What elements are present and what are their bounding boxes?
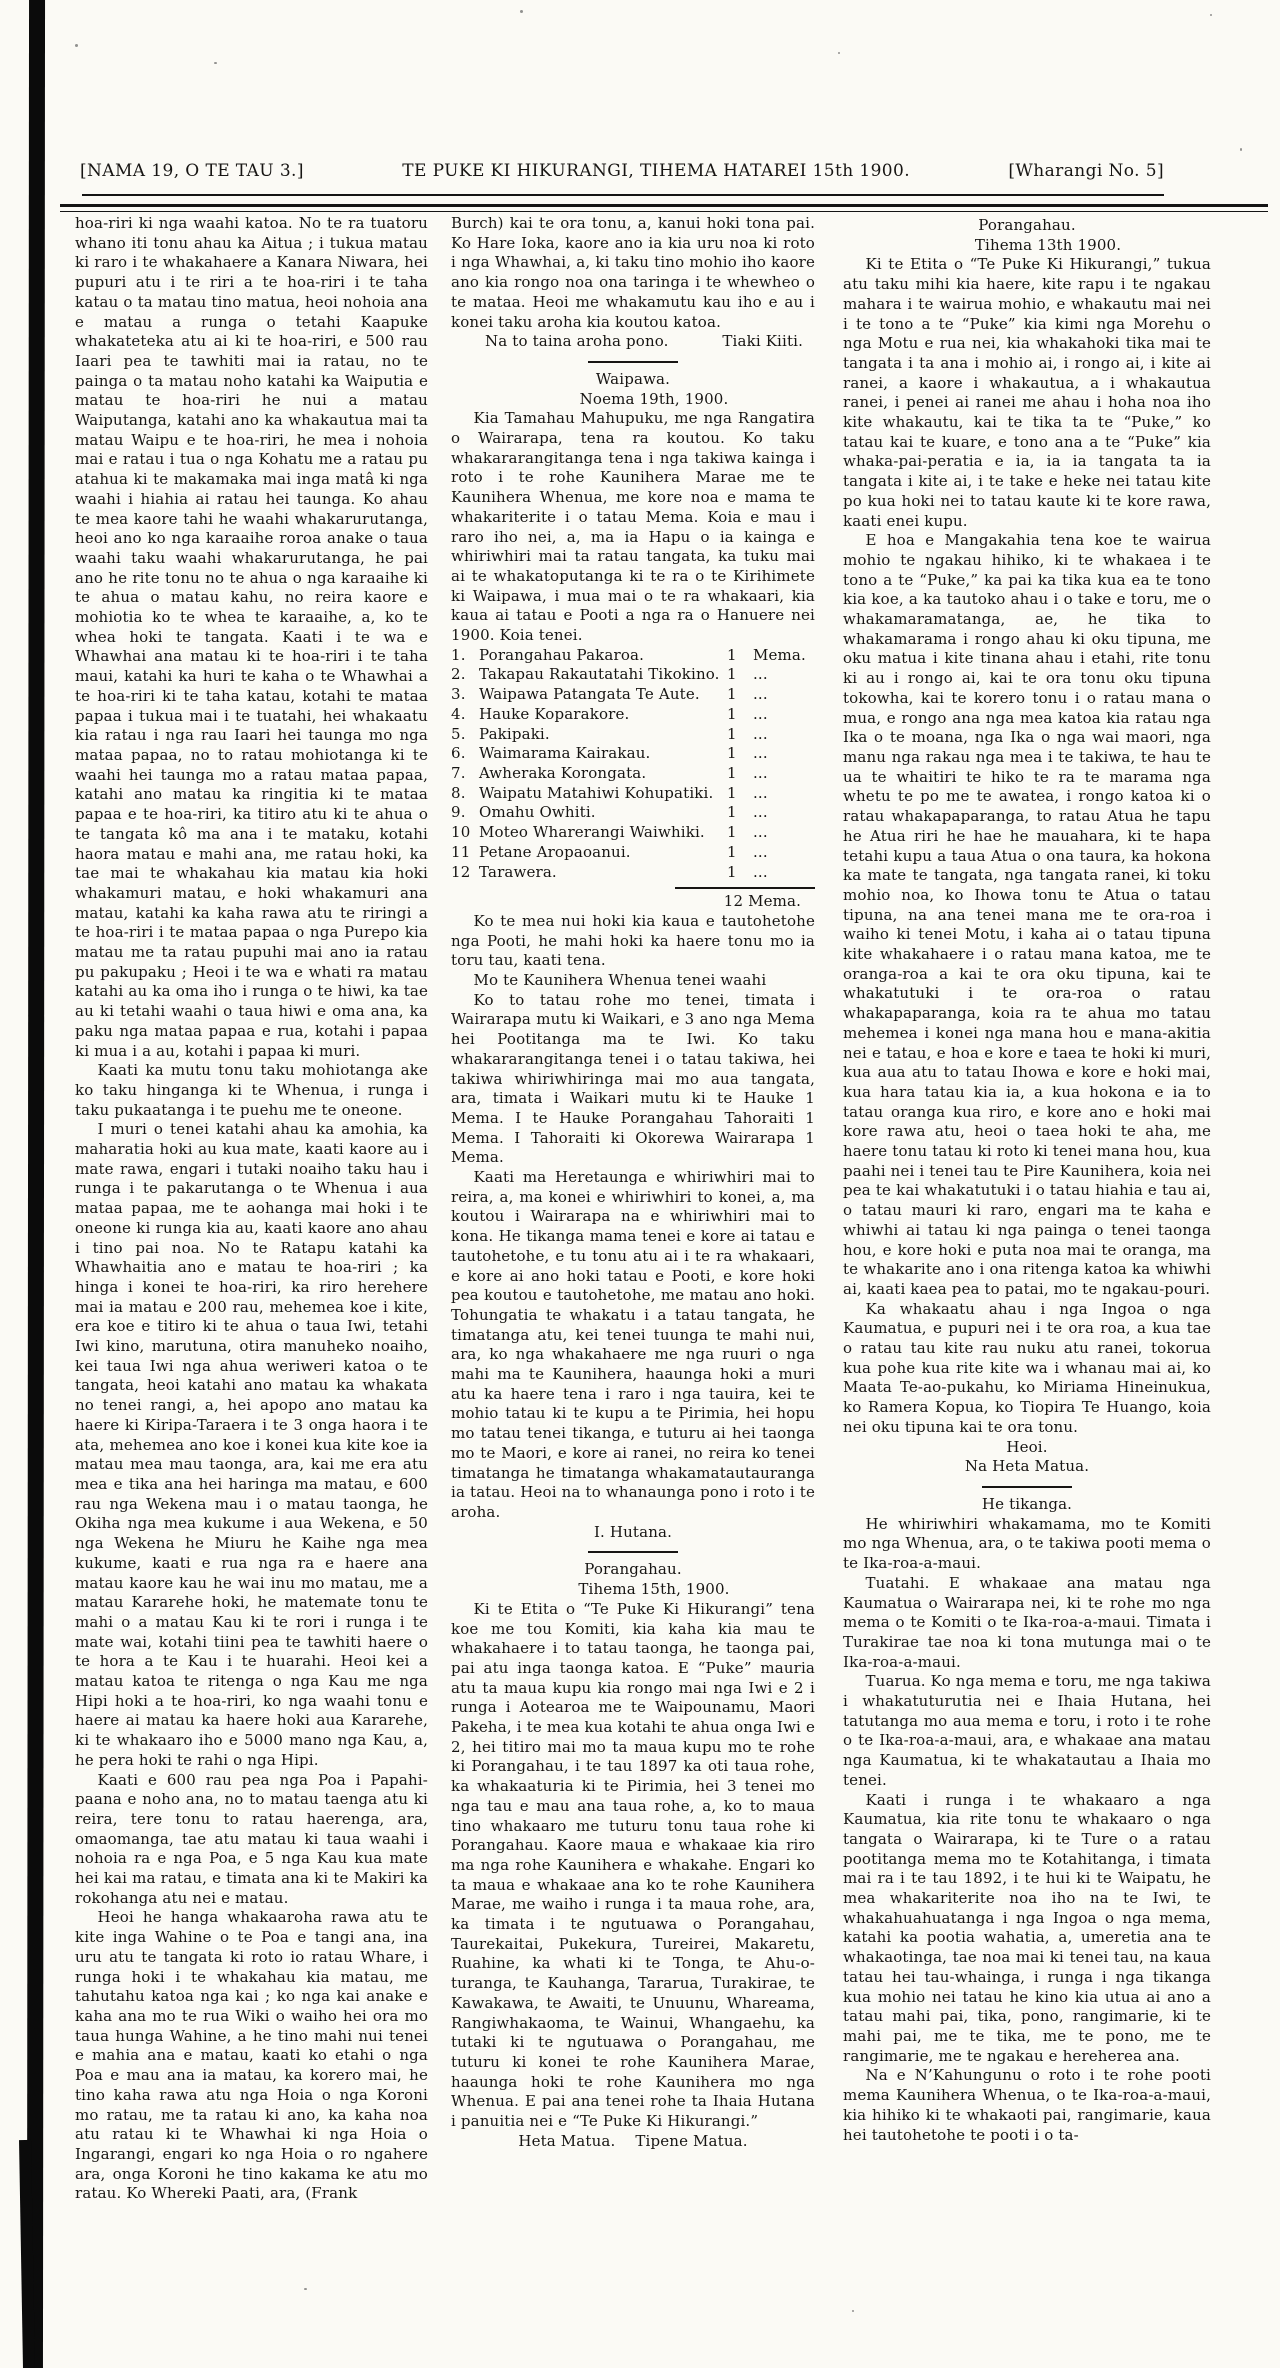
row-count: 1: [727, 645, 737, 664]
member-list-row: [451, 725, 815, 745]
row-number: 1.: [451, 645, 466, 664]
row-place: Waipatu Matahiwi Kohupatiki.: [479, 783, 714, 802]
row-count: 1: [727, 763, 737, 782]
letter-place-heading: Porangahau.: [978, 216, 1076, 234]
letter-date: Noema 19th, 1900.: [579, 389, 729, 408]
row-count: 1: [727, 744, 737, 763]
paragraph: E hoa e Mangakahia tena koe te wairua mohio te ngakau hihiko, ki te whakaea i te tono a te “Puke,” ka pai ka tika kua ea te tono kia koe, a ka tautoko ahau i o take e toru, me o whakamaramatanga, ae, he tika to whakamarama i rongo ahau ki oku tipuna, me oku matua i kite tinana ahau i etahi, rite tonu ki au i rongo ai, kai te ora tonu oku tipuna tokowha, kai te korero tonu i o ratau mana o mua, e rongo ana nga mea katoa kia ratau nga Ika o te moana, nga Ika o nga wai maori, nga manu nga rakau nga mea i te takiwa, te hau te ua te whaitiri te hiko te ra te marama nga whetu te po me te awatea, i rongo katoa ki o ratau whakapaparanga, to ratau Atua he tapu he Atua riri he hae he mauahara, ki te hapa tetahi kupu a taua Atua o ona taura, ka hokona ka mate te tangata, nga tangata ranei, ki toku mohio noa, ko Ihowa tonu te Atua o tatau tipuna, na ana tenei mana me te ora-roa i waiho ki tenei Motu, i kaha ai o tatau tipuna kite whakahaere i o ratau mana katoa, me te oranga-roa a kai te ora oku tipuna, kai te whakatutuki i te ora-roa o ratau whakapaparanga, koia ra te ahua mo tatau mehemea i konei nga mana hou e mana-akitia nei e tatau, e hoa e kore e taea te hoki ki muri, kua aua atu to tatau Ihowa e kore e hoki mai, kua hara tatau kia ia, a kua hokona e ia to tatau oranga kua riro, e kore ano e hoki mai kore rawa atu, heoi o taea hoki te aha, me haere tonu tatau ki roto ki tenei mana hou, kua paahi nei i tenei tau te Pire Kaunihera, koia nei pea te kai whakatutuki i o tatau hiahia e tau ai, o tatau mauri ki raro, engari ma te kaha e whiwhi ai tatau ki nga painga o tenei taonga hou, e kore hoki e puta noa mai te oranga, ma te whakarite ano i ona ritenga katoa ka whiwhi ai, kaati kaea pea to patai, mo te ngakau-pouri.: [843, 531, 1211, 1298]
row-unit: ...: [753, 704, 768, 723]
paragraph: Ki te Etita o “Te Puke Ki Hikurangi” tena koe me tou Komiti, kia kaha kia mau te whakahaere i to tatau taonga, he taonga pai, pai atu inga taonga katoa. E “Puke” mauria atu ta maua kupu kia rongo mai nga Iwi e 2 i runga i Aotearoa me te Waipounamu, Maori Pakeha, i te mea kua kotahi te ahua onga Iwi e 2, hei titiro mai mo ta maua kupu mo te rohe ki Porangahau, i te tau 1897 ka oti taua rohe, ka whakaaturia ki te Pirimia, hei 3 tenei mo nga tau e mau ana taua rohe, a, ko to maua tino whakaaro me tuturu tonu taua rohe ki Porangahau. Kaore maua e whakaae kia riro ma nga rohe Kaunihera e whakahe. Engari ko ta maua e whakaae ana ko te rohe Kaunihera Marae, me waiho i runga i ta maua rohe, ara, ka timata i te ngutuawa o Porangahau, Taurekaitai, Pukekura, Tureirei, Makaretu, Ruahine, ka whati ki te Tonga, te Ahu-o-turanga, te Kauhanga, Tararua, Turakirae, te Kawakawa, te Awaiti, te Unuunu, Whareama, Rangiwhakaoma, te Wainui, Whangaehu, ka tutaki ki te ngutuawa o Porangahau, me tuturu ki konei te rohe Kaunihera Marae, haaunga hoki te rohe Kaunihera mo nga Whenua. E pai ana tenei rohe ta Ihaia Hutana i panuitia nei e “Te Puke Ki Hikurangi.”: [451, 1599, 815, 2131]
row-number: 12: [451, 862, 471, 881]
row-count: 1: [727, 823, 737, 842]
row-number: 3.: [451, 685, 466, 704]
row-place: Omahu Owhiti.: [479, 803, 596, 822]
scan-speck: [1210, 14, 1212, 16]
masthead: [80, 161, 1164, 181]
section-divider: [982, 1486, 1072, 1488]
row-unit: ...: [753, 783, 768, 802]
row-number: 4.: [451, 704, 466, 723]
paragraph: Mo te Kaunihera Whenua tenei waahi: [473, 971, 767, 990]
row-unit: ...: [753, 763, 768, 782]
row-unit: ...: [753, 724, 768, 743]
scan-speck: [1240, 148, 1242, 151]
member-list-row: [451, 823, 815, 843]
paragraph: Burch) kai te ora tonu, a, kanui hoki tona pai. Ko Hare Ioka, kaore ano ia kia uru noa ki roto i nga Whawhai, a, ki taku tino mohio iho kaore ano kia rongo noa ona taringa i te whewheo o te mataa. Heoi me whakamutu kau iho e au i konei taku aroha kia koutou katoa.: [451, 214, 815, 331]
scan-speck: [520, 10, 523, 13]
masthead-issue-number: [NAMA 19, O TE TAU 3.]: [80, 161, 304, 181]
paragraph: Kaati e 600 rau pea nga Poa i Papahi-paana e noho ana, no to matau taenga atu ki reira, tere tonu to ratau haerenga, ara, omaomanga, tae atu matau ki taua waahi i nohoia ra e nga Poa, e 5 nga Kau kua mate hei kai ma ratau, e timata ana ki te Makiri ka rokohanga atu nei e matau.: [75, 1770, 428, 1907]
paragraph: Ki te Etita o “Te Puke Ki Hikurangi,” tukua atu taku mihi kia haere, kite rapu i te ngakau mahara i te wairua mohio, e whakautu mai nei i te tono a te “Puke” kia kimi nga Morehu o nga Motu e rua nei, kia whakahoki tika mai te tangata i ta ana i mohio ai, i rongo ai, i kite ai ranei, a kaore i whakautua, a i whakautua ranei, i penei ai ranei me ahau i hoha noa iho kite whakautu, kai te tika ta te “Puke,” ko tatau kai te kuare, e tono ana a te “Puke” kia whaka-pai-peratia e ia, ia ia tangata ta ia tangata i kite ai, i te take e heke nei tatau kite po kua hoki nei to tatau kaute ki te kore rawa, kaati enei kupu.: [843, 255, 1211, 530]
row-place: Awheraka Korongata.: [479, 763, 647, 782]
closing-word: Heoi.: [1006, 1437, 1048, 1456]
row-count: 1: [727, 685, 737, 704]
row-place: Porangahau Pakaroa.: [479, 645, 645, 664]
paragraph: Ko to tatau rohe mo tenei, timata i Wairarapa mutu ki Waikari, e 3 ano nga Mema hei Pootitanga ma te Iwi. Ko taku whakararangitanga tenei i o tatau takiwa, hei takiwa whiriwhiringa mai mo aua tangata, ara, timata i Waikari mutu ki te Hauke 1 Mema. I te Hauke Porangahau Tahoraiti 1 Mema. I Tahoraiti ki Okorewa Wairarapa 1 Mema.: [451, 990, 815, 1167]
paragraph: hoa-riri ki nga waahi katoa. No te ra tuatoru whano iti tonu ahau ka Aitua ; i tukua matau ki raro i te whakahaere a Kanara Niwara, hei pupuri atu i te riri a te hoa-riri i te taha katau o ta matau tino matua, heoi nohoia ana e matau a runga o tetahi Kaapuke whakateteka atu ai ki te hoa-riri, e 500 rau Iaari pea te tawhiti mai ia ratau, no te painga o ta matau noho katahi ka Waiputia e matau te hoa-riri he nui a matau Waiputanga, katahi ano ka whakautua mai ta matau Waipu e te hoa-riri, he mea i nohoia mai e ratau i tua o nga Kohatu me a ratau pu atahua ki te makamaka mai inga matâ ki nga waahi i hiahia ai ratau hei taunga. Ko ahau te mea kaore tahi he waahi whakarurutanga, heoi ano ko nga karaaihe roroa anake o taua waahi taku waahi whakarurutanga, he pai ano he rite tonu no te ahua o nga karaaihe ki te ahua o matau kahu, no reira kaore e mohiotia ko te whea te karaaihe, a, ko te whea hoki te tangata. Kaati i te wa e Whawhai ana matau ki te hoa-riri i te taha maui, katahi ka huri te kaha o te Whawhai a te hoa-riri ki te taha katau, kotahi te mataa papaa i tukua mai i te tuatahi, hei whakaatu kia ratau i nga rau Iaari hei taunga mo nga mataa papaa, no to ratau mohiotanga ki te waahi hei taunga mo a ratau mataa papaa, katahi ano matau ka ringitia ki te mataa papaa e te hoa-riri, ka titiro atu ki te ahua o te tangata kô ma ana i te mataku, kotahi haora matau e mahi ana, me ratau hoki, ka tae mai te whakahau kia matau kia hoki whakamuri matau, e hoki whakamuri ana matau, katahi ka kaha rawa atu te riringi a te hoa-riri i te mataa papaa o nga Purepo kia matau me ta ratau pupuhi mai ano ia ratau pu pakupaku ; Heoi i te wa e whati ra matau katahi au ka oma iho i runga o te hiwi, ka tae au ki tetahi waahi o taua hiwi e oma ana, ka paku nga mataa papaa e rua, kotahi i papaa ki mua i a au, kotahi i papaa ki muri.: [75, 214, 428, 1060]
row-place: Waimarama Kairakau.: [479, 744, 651, 763]
signature-name: Heta Matua.: [518, 2131, 616, 2150]
signature-line: [451, 332, 815, 352]
paragraph: Ka whakaatu ahau i nga Ingoa o nga Kaumatua, e pupuri nei i te ora roa, a kua tae o ratau tau kite rau nuku atu ranei, tokorua kua pohe kua rite kite wa i whanau mai ai, ko Maata Te-ao-pukahu, ko Miriama Hineinukua, ko Ramera Kopua, ko Tiopira Te Huango, koia nei oku tipuna kai te ora tonu.: [843, 1299, 1211, 1436]
row-number: 9.: [451, 803, 466, 822]
row-place: Tarawera.: [479, 862, 557, 881]
column-2: [451, 214, 815, 2354]
column-1: [75, 214, 428, 2354]
row-number: 6.: [451, 744, 466, 763]
letter-date: Tihema 13th 1900.: [974, 235, 1122, 254]
member-list-row: [451, 685, 815, 705]
row-number: 10: [451, 823, 471, 842]
row-unit: ...: [753, 842, 768, 861]
paragraph: I muri o tenei katahi ahau ka amohia, ka maharatia hoki au kua mate, kaati kaore au i mate rawa, engari i tutaki noaiho taku hau i runga i te pakarutanga o te Whenua i aua mataa papaa, me te aohanga mai hoki i te oneone ki runga kia au, kaati kaore ano ahau i tino pai noa. No te Ratapu katahi ka Whawhaitia ano e matau te hoa-riri ; ka hinga i konei te hoa-riri, ka riro herehere mai ia matau e 200 rau, mehemea koe i kite, era koe e titiro ki te ahua o taua Iwi, tetahi Iwi kino, marutuna, otira manuheko noaiho, kei taua Iwi nga ahua weriweri katoa o te tangata, heoi katahi ano matau ka whakata no tenei rangi, a, hei apopo ano matau ka haere ki Kiripa-Taraera i te 3 onga haora i te ata, mehemea ano koe i konei kua kite koe ia matau mea mau taonga, ara, kai me era atu mea e tika ana hei haringa ma matau, e 600 rau nga Wekena mau i o matau taonga, he Okiha nga mea kukume i aua Wekena, e 50 nga Wekena he Miuru he Kaihe nga mea kukume, kaati e rua nga ra e haere ana matau kaore kau he wai inu mo matau, me a matau Kararehe hoki, he matemate tonu te mahi o a matau Kau ki te rori i runga i te mate wai, kotahi tiini pea te tawhiti haere o te hora a te Kau i te huarahi. Heoi kei a matau katoa te ritenga o nga Kau me nga Hipi hoki a te hoa-riri, ko nga waahi tonu e haere ai matau ka haere hoki aua Kararehe, ki te whakaaro iho e 5000 mano nga Kau, a, he pera hoki te rahi o nga Hipi.: [75, 1120, 428, 1769]
row-number: 2.: [451, 665, 466, 684]
column-3: [843, 214, 1211, 2354]
signature-name: Tipene Matua.: [635, 2131, 748, 2150]
row-number: 11: [451, 842, 471, 861]
paragraph: Tuarua. Ko nga mema e toru, me nga takiwa i whakatuturutia nei e Ihaia Hutana, hei tatutanga mo aua mema e toru, i roto i te rohe o te Ika-roa-a-maui, ara, e whakaae ana matau nga Kaumatua, ki te whakatautau a Ihaia mo tenei.: [843, 1672, 1211, 1789]
paragraph: He whiriwhiri whakamama, mo te Komiti mo nga Whenua, ara, o te takiwa pooti mema o te Ika-roa-a-maui.: [843, 1514, 1211, 1573]
row-unit: ...: [753, 665, 768, 684]
row-unit: ...: [753, 862, 768, 881]
row-place: Takapau Rakautatahi Tikokino.: [479, 665, 720, 684]
row-place: Pakipaki.: [479, 724, 550, 743]
row-place: Waipawa Patangata Te Aute.: [479, 685, 700, 704]
row-unit: ...: [753, 803, 768, 822]
member-list-row: [451, 744, 815, 764]
signature-name: I. Hutana.: [593, 1522, 673, 1541]
row-count: 1: [727, 803, 737, 822]
list-total-rule: [675, 887, 815, 889]
row-unit: ...: [753, 685, 768, 704]
member-list-row: [451, 803, 815, 823]
signature-name: Tiaki Kiiti.: [722, 332, 803, 351]
row-place: Petane Aropaoanui.: [479, 842, 631, 861]
masthead-title: TE PUKE KI HIKURANGI, TIHEMA HATAREI 15th 1900.: [402, 161, 911, 181]
signature-phrase: Na to taina aroha pono.: [485, 332, 669, 351]
header-rule-top: [82, 194, 1164, 196]
row-unit: ...: [753, 744, 768, 763]
row-count: 1: [727, 862, 737, 881]
letter-date: Tihema 15th, 1900.: [578, 1580, 730, 1599]
row-place: Moteo Wharerangi Waiwhiki.: [479, 823, 705, 842]
paragraph: Kaati ka mutu tonu taku mohiotanga ake ko taku hinganga ki te Whenua, i runga i taku pukaatanga i te puehu me te oneone.: [75, 1061, 428, 1119]
paragraph: Kia Tamahau Mahupuku, me nga Rangatira o Wairarapa, tena ra koutou. Ko taku whakararangitanga tena i nga takiwa kainga i roto i te rohe Kaunihera Marae me te Kaunihera Whenua, me kore noa e mama te whakariterite i o tatau Mema. Koia e mau i raro iho nei, a, ma ia Hapu o ia kainga e whiriwhiri mai ta ratau tangata, ka tuku mai ai te whakatoputanga ki te ra o te Kirihimete ki Waipawa, i mua mai o te ra whakaari, kia kaua ai tatau e Pooti a nga ra o Hanuere nei 1900. Koia tenei.: [451, 409, 815, 645]
row-number: 8.: [451, 783, 466, 802]
scan-speck: [214, 62, 217, 64]
member-list-row: [451, 646, 815, 666]
paragraph: Na e N’Kahungunu o roto i te rohe pooti mema Kaunihera Whenua, o te Ika-roa-a-maui, kia hihiko ki te whakaoti pai, rangimarie, kaua hei tautohetohe te pooti i o ta-: [843, 2066, 1211, 2144]
signature-line: [451, 2132, 815, 2152]
row-count: 1: [727, 783, 737, 802]
row-number: 7.: [451, 763, 466, 782]
article-title: He tikanga.: [981, 1495, 1073, 1513]
member-list-row: [451, 705, 815, 725]
row-number: 5.: [451, 724, 466, 743]
member-list-row: [451, 843, 815, 863]
scan-gutter-band: [27, 0, 45, 2368]
list-total: 12 Mema.: [723, 892, 801, 911]
paragraph: Ko te mea nui hoki kia kaua e tautohetohe nga Pooti, he mahi hoki ka haere tonu mo ia toru tau, kaati tena.: [451, 911, 815, 970]
paragraph: Heoi he hanga whakaaroha rawa atu te kite inga Wahine o te Poa e tangi ana, ina uru atu te tangata ki roto io ratau Whare, i runga hoki i te whakahau kia matau, me tahutahu katoa nga kai ; ko nga kai anake e kaha ana mo te rua Wiki o waiho hei ora mo taua hunga Wahine, a he tino mahi nui tenei e mahia ana e matau, kaati ko etahi o nga Poa e mau ana ia matau, ka korero mai, he tino kaha rawa atu nga Hoia o nga Koroni mo ratau, me ta ratau ki ano, ka kaha noa atu ratau ki te Whawhai ki nga Hoia o Ingarangi, engari ko nga Hoia o ro ngahere ara, onga Koroni he tino kakama ke atu mo ratau. Ko Whereki Paati, ara, (Frank: [75, 1908, 428, 2203]
member-list-row: [451, 764, 815, 784]
member-list-row: [451, 784, 815, 804]
header-rule-bottom: [60, 211, 1268, 212]
paragraph: Kaati i runga i te whakaaro a nga Kaumatua, kia rite tonu te whakaaro o nga tangata o Wairarapa, ki te Ture o a ratau pootitanga mema mo te Kotahitanga, i timata mai ra i te tau 1892, i te hui ki te Waipatu, he mea whakariterite noa iho na te Iwi, te whakahuahuatanga i nga Ingoa o nga mema, katahi ka pootia wahatia, a, umeretia ana te whakaotinga, tae noa mai ki tenei tau, na kaua tatau hei tau-whainga, i runga i nga tikanga kua mohio nei tatau he kino kia utua ai ano a tatau mahi pai, tika, pono, rangimarie, ki te mahi pai, me te tika, me te pono, me te rangimarie, me te ngakau e hereherea ana.: [843, 1790, 1211, 2065]
signature-name: Na Heta Matua.: [964, 1457, 1090, 1476]
member-list-row: [451, 665, 815, 685]
scan-speck: [838, 52, 840, 54]
row-count: 1: [727, 665, 737, 684]
member-list-row: [451, 863, 815, 883]
row-unit: Mema.: [753, 645, 806, 664]
scan-speck: [75, 44, 78, 47]
paragraph: Kaati ma Heretaunga e whiriwhiri mai to reira, a, ma konei e whiriwhiri to konei, a, ma koutou i Wairarapa na e whiriwhiri mai to kona. He tikanga mama tenei e kore ai tatau e tautohetohe, e tu tonu atu ai i te ra whakaari, e kore ai ano hoki tatau e Pooti, e kore hoki pea koutou e tautohetohe, me matau ano hoki. Tohungatia te whakatu i a tatau tangata, he timatanga atu, kei tenei tuunga te mahi nui, ara, ko nga whakahaere me nga ruuri o nga mahi ma te Kaunihera, haaunga hoki a muri atu ka haere tena i raro i nga tauira, kei te mohio tatau ki te kupu a te Pirimia, hei hopu mo tatau tenei tikanga, e tuturu ai hei taonga mo te Maori, e kore ai ranei, no reira ko tenei timatanga he timatanga whakamatautauranga ia tatau. Heoi na to whanaunga pono i roto i te aroha.: [451, 1168, 815, 1521]
row-count: 1: [727, 842, 737, 861]
header-rule-middle: [60, 204, 1268, 207]
paragraph: Tuatahi. E whakaae ana matau nga Kaumatua o Wairarapa nei, ki te rohe mo nga mema o te Komiti o te Ika-roa-a-maui. Timata i Turakirae tae noa ki tona mutunga mai o te Ika-roa-a-maui.: [843, 1573, 1211, 1671]
section-divider: [588, 361, 678, 363]
row-unit: ...: [753, 823, 768, 842]
section-divider: [588, 1551, 678, 1553]
letter-place-heading: Porangahau.: [584, 1560, 682, 1579]
letter-place-heading: Waipawa.: [595, 369, 671, 388]
masthead-page-number: [Wharangi No. 5]: [1008, 161, 1164, 181]
row-place: Hauke Koparakore.: [479, 704, 630, 723]
row-count: 1: [727, 704, 737, 723]
row-count: 1: [727, 724, 737, 743]
